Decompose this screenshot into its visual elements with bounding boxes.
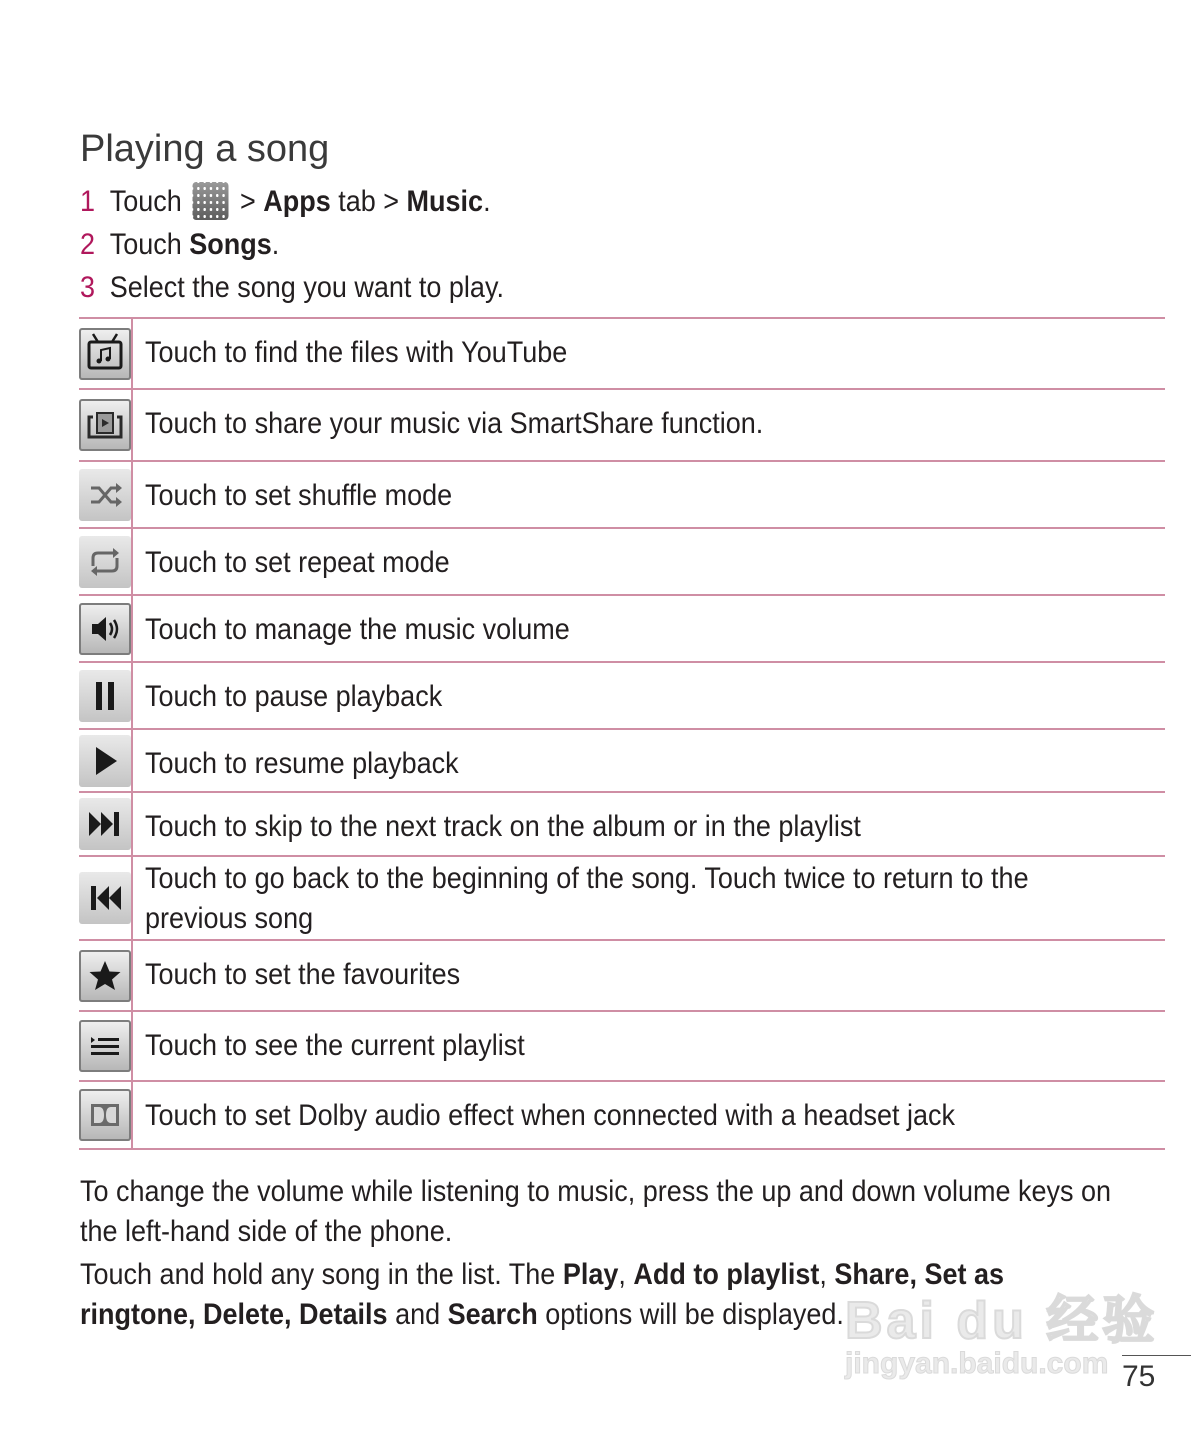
playlist-icon (79, 1020, 131, 1072)
table-row (79, 940, 1165, 1011)
table-row (79, 792, 1165, 856)
row-description: Touch to pause playback (145, 680, 443, 713)
step-2 (80, 223, 504, 266)
step-text: . (483, 185, 491, 218)
table-row (79, 1081, 1165, 1149)
watermark-logo-text: Bai du 经验 (845, 1292, 1159, 1350)
table-row (79, 729, 1165, 792)
row-description: Touch to set the favourites (145, 958, 461, 991)
step-text: tab > (330, 185, 407, 218)
row-description: Touch to share your music via SmartShare function. (145, 407, 764, 440)
play-icon (79, 735, 131, 787)
note-bold-text: Add to playlist (633, 1258, 820, 1291)
step-1 (80, 180, 504, 223)
step-text: . (271, 228, 280, 261)
volume-icon (79, 603, 131, 655)
table-row (79, 1011, 1165, 1081)
note-text: To change the volume while listening to music, press the up and down volume keys on the left-hand side of the phone. (80, 1175, 1112, 1248)
row-description: Touch to set repeat mode (145, 546, 450, 579)
row-description: Touch to set Dolby audio effect when connected with a headset jack (145, 1099, 956, 1132)
skip-next-icon (79, 798, 131, 850)
apps-grid-icon (193, 182, 229, 220)
skip-previous-icon (79, 872, 131, 924)
baidu-watermark (845, 1278, 1158, 1381)
table-row (79, 461, 1165, 528)
note-text: , (819, 1258, 835, 1291)
step-text: > (232, 185, 264, 218)
note-text: and (387, 1298, 448, 1331)
step-bold-text: Apps (263, 185, 331, 218)
steps-list (80, 180, 551, 309)
dolby-icon (79, 1089, 131, 1141)
row-description: Touch to go back to the beginning of the song. Touch twice to return to the previous song (145, 862, 1029, 935)
table-row (79, 856, 1165, 940)
section-title: Playing a song (80, 128, 330, 170)
row-description: Touch to resume playback (145, 747, 459, 780)
row-description: Touch to set shuffle mode (145, 479, 453, 512)
note-text: , (618, 1258, 634, 1291)
note-text: options will be displayed. (537, 1298, 844, 1331)
step-text: Touch (109, 228, 190, 261)
step-bold-text: Songs (189, 228, 272, 261)
table-row (79, 595, 1165, 662)
table-row (79, 662, 1165, 729)
row-description: Touch to find the files with YouTube (145, 336, 568, 369)
youtube-music-icon (79, 328, 131, 380)
row-description: Touch to manage the music volume (145, 613, 570, 646)
watermark-url: jingyan.baidu.com (845, 1347, 1109, 1380)
step-bold-text: Music (406, 185, 484, 218)
note-bold-text: Play (562, 1258, 619, 1291)
table-row (79, 389, 1165, 461)
table-row (79, 528, 1165, 595)
repeat-icon (79, 536, 131, 588)
note-bold-text: Share, Set as ringtone, Delete, Details (80, 1258, 1005, 1331)
page-number: 75 (1122, 1360, 1156, 1393)
pause-icon (79, 670, 131, 722)
controls-table (79, 317, 1165, 1150)
shuffle-icon (79, 469, 131, 521)
page-number-rule (1122, 1355, 1191, 1356)
smartshare-icon (79, 399, 131, 451)
volume-note (80, 1172, 1191, 1252)
step-number: 2 (80, 228, 96, 261)
step-text: Touch (109, 185, 182, 218)
row-description: Touch to skip to the next track on the album or in the playlist (145, 810, 861, 843)
table-row (79, 318, 1165, 389)
star-icon (79, 950, 131, 1002)
step-number: 3 (80, 271, 96, 304)
note-text: Touch and hold any song in the list. The (80, 1258, 563, 1291)
step-3 (80, 266, 504, 309)
step-text: Select the song you want to play. (109, 271, 504, 304)
step-number: 1 (80, 185, 96, 218)
row-description: Touch to see the current playlist (145, 1029, 525, 1062)
note-bold-text: Search (447, 1298, 538, 1331)
